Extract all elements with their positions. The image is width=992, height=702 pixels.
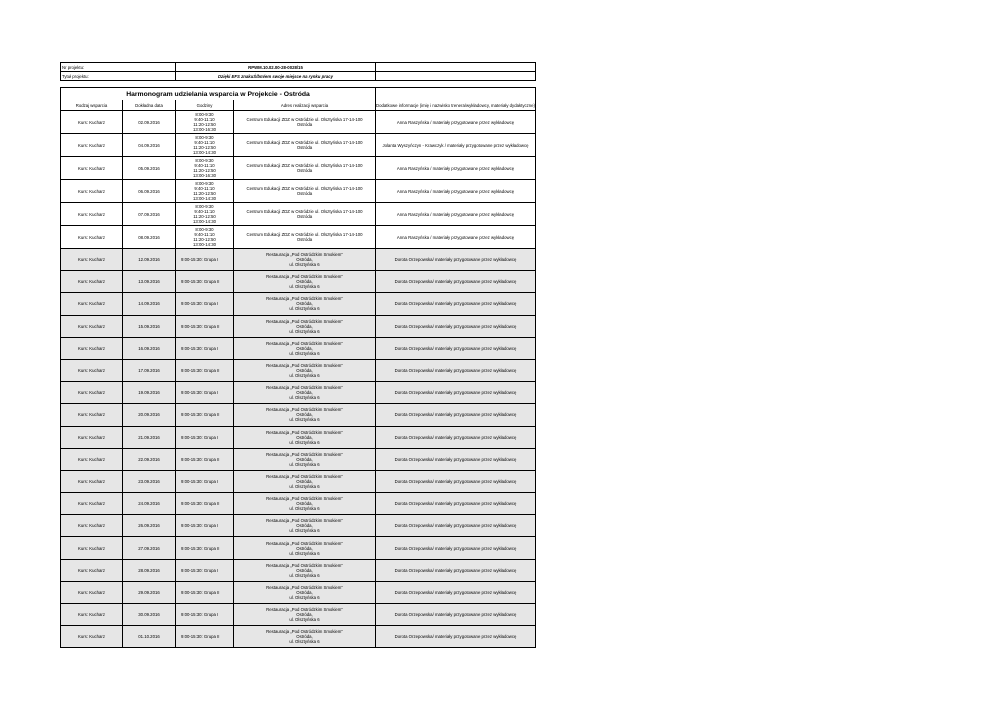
date-cell: 17.09.2016 [123, 359, 176, 381]
date-cell: 29.09.2016 [123, 581, 176, 603]
address-cell: Centrum Edukacji ZDZ w Ostródzie ul. Olsztyńska 17-14-100 Ostróda [234, 226, 376, 249]
support-type-cell: Kurs: Kucharz [61, 515, 123, 537]
address-cell: Restauracja „Pod Ostródzkim Smokiem” Ostróda, ul. Olsztyńska 6 [234, 581, 376, 603]
date-cell: 06.09.2016 [123, 180, 176, 203]
address-cell: Restauracja „Pod Ostródzkim Smokiem” Ostróda, ul. Olsztyńska 6 [234, 337, 376, 359]
additional-info-cell: Dorota Orzepowska/ materiały przygotowane przez wykładowcę [376, 249, 536, 271]
support-type-cell: Kurs: Kucharz [61, 315, 123, 337]
additional-info-header-top [376, 88, 536, 101]
schedule-title-row [61, 88, 536, 101]
date-cell: 24.09.2016 [123, 493, 176, 515]
table-row [61, 448, 536, 470]
table-row [61, 426, 536, 448]
project-number-row [61, 63, 536, 72]
table-row [61, 293, 536, 315]
additional-info-cell: Dorota Orzepowska/ materiały przygotowane przez wykładowcę [376, 559, 536, 581]
additional-info-cell: Dorota Orzepowska/ materiały przygotowane przez wykładowcę [376, 626, 536, 648]
support-type-cell: Kurs: Kucharz [61, 359, 123, 381]
date-cell: 13.09.2016 [123, 271, 176, 293]
support-type-cell: Kurs: Kucharz [61, 470, 123, 492]
table-row [61, 493, 536, 515]
date-cell: 27.09.2016 [123, 537, 176, 559]
table-row [61, 315, 536, 337]
date-cell: 05.09.2016 [123, 157, 176, 180]
date-cell: 30.09.2016 [123, 604, 176, 626]
support-type-cell: Kurs: Kucharz [61, 203, 123, 226]
additional-info-cell: Dorota Orzepowska/ materiały przygotowane przez wykładowcę [376, 337, 536, 359]
table-row [61, 604, 536, 626]
date-cell: 19.09.2016 [123, 382, 176, 404]
additional-info-cell: Anna Raszyńska / materiały przygotowane przez wykładowcę [376, 157, 536, 180]
address-cell: Centrum Edukacji ZDZ w Ostródzie ul. Olsztyńska 17-14-100 Ostróda [234, 157, 376, 180]
project-number-label: Nr projektu: [61, 63, 176, 72]
support-type-cell: Kurs: Kucharz [61, 134, 123, 157]
hours-cell: 9:00-15:30: Grupa I [176, 382, 234, 404]
hours-cell: 9:00-15:30: Grupa I [176, 470, 234, 492]
additional-info-cell: Dorota Orzepowska/ materiały przygotowane przez wykładowcę [376, 359, 536, 381]
column-header-type: Rodzaj wsparcia [61, 100, 123, 111]
date-cell: 26.09.2016 [123, 515, 176, 537]
schedule-title: Harmonogram udzielania wsparcia w Projekcie - Ostróda [61, 88, 376, 101]
hours-cell: 9:00-15:30: Grupa I [176, 604, 234, 626]
additional-info-cell: Jolanta Wyszyńczyn - Krawczyk / materiały przygotowane przez wykładowcę [376, 134, 536, 157]
date-cell: 16.09.2016 [123, 337, 176, 359]
address-cell: Restauracja „Pod Ostródzkim Smokiem” Ostróda, ul. Olsztyńska 6 [234, 315, 376, 337]
address-cell: Restauracja „Pod Ostródzkim Smokiem” Ostróda, ul. Olsztyńska 6 [234, 537, 376, 559]
date-cell: 22.09.2016 [123, 448, 176, 470]
address-cell: Restauracja „Pod Ostródzkim Smokiem” Ostróda, ul. Olsztyńska 6 [234, 559, 376, 581]
hours-cell: 9:00-15:30: Grupa I [176, 515, 234, 537]
additional-info-cell: Dorota Orzepowska/ materiały przygotowane przez wykładowcę [376, 315, 536, 337]
table-row [61, 157, 536, 180]
support-type-cell: Kurs: Kucharz [61, 493, 123, 515]
address-cell: Restauracja „Pod Ostródzkim Smokiem” Ostróda, ul. Olsztyńska 6 [234, 293, 376, 315]
support-type-cell: Kurs: Kucharz [61, 180, 123, 203]
column-header-additional-info: Dodatkowe informacje (imię i nazwisko trenera/wykładowcy, materiały dydaktyczne) [376, 100, 536, 111]
hours-cell: 9:00-15:30: Grupa II [176, 404, 234, 426]
support-type-cell: Kurs: Kucharz [61, 626, 123, 648]
address-cell: Restauracja „Pod Ostródzkim Smokiem” Ostróda, ul. Olsztyńska 6 [234, 515, 376, 537]
address-cell: Restauracja „Pod Ostródzkim Smokiem” Ostróda, ul. Olsztyńska 6 [234, 382, 376, 404]
project-title-row [61, 72, 536, 81]
hours-cell: 9:00-15:30: Grupa I [176, 559, 234, 581]
date-cell: 14.09.2016 [123, 293, 176, 315]
project-title-value: Dzięki EFS znakuŚ/bm/em swoje miejsce na rynku pracy [176, 72, 376, 81]
additional-info-cell: Anna Raszyńska / materiały przygotowane przez wykładowcę [376, 203, 536, 226]
date-cell: 15.09.2016 [123, 315, 176, 337]
hours-cell: 8:00-9:30 9:40-11:10 11:20-12:50 13:00-14:30 [176, 134, 234, 157]
table-row [61, 559, 536, 581]
table-row [61, 626, 536, 648]
table-row [61, 337, 536, 359]
support-type-cell: Kurs: Kucharz [61, 559, 123, 581]
address-cell: Restauracja „Pod Ostródzkim Smokiem” Ostróda, ul. Olsztyńska 6 [234, 359, 376, 381]
table-row [61, 134, 536, 157]
support-type-cell: Kurs: Kucharz [61, 337, 123, 359]
date-cell: 08.09.2016 [123, 226, 176, 249]
table-row [61, 249, 536, 271]
date-cell: 20.09.2016 [123, 404, 176, 426]
project-title-empty-cell [376, 72, 536, 81]
hours-cell: 9:00-15:30: Grupa II [176, 581, 234, 603]
support-type-cell: Kurs: Kucharz [61, 249, 123, 271]
date-cell: 01.10.2016 [123, 626, 176, 648]
additional-info-cell: Anna Raszyńska / materiały przygotowane przez wykładowcę [376, 111, 536, 134]
table-row [61, 515, 536, 537]
address-cell: Restauracja „Pod Ostródzkim Smokiem” Ostróda, ul. Olsztyńska 6 [234, 470, 376, 492]
table-row [61, 180, 536, 203]
support-type-cell: Kurs: Kucharz [61, 271, 123, 293]
additional-info-cell: Dorota Orzepowska/ materiały przygotowane przez wykładowcę [376, 382, 536, 404]
hours-cell: 9:00-15:30: Grupa II [176, 359, 234, 381]
support-type-cell: Kurs: Kucharz [61, 448, 123, 470]
support-type-cell: Kurs: Kucharz [61, 581, 123, 603]
table-row [61, 581, 536, 603]
table-row [61, 226, 536, 249]
support-type-cell: Kurs: Kucharz [61, 157, 123, 180]
additional-info-cell: Anna Raszyńska / materiały przygotowane przez wykładowcę [376, 180, 536, 203]
document-sheet [60, 62, 536, 648]
address-cell: Restauracja „Pod Ostródzkim Smokiem” Ostróda, ul. Olsztyńska 6 [234, 493, 376, 515]
additional-info-cell: Dorota Orzepowska/ materiały przygotowane przez wykładowcę [376, 293, 536, 315]
table-row [61, 382, 536, 404]
additional-info-cell: Dorota Orzepowska/ materiały przygotowane przez wykładowcę [376, 426, 536, 448]
additional-info-cell: Dorota Orzepowska/ materiały przygotowane przez wykładowcę [376, 581, 536, 603]
column-header-address: Adres realizacji wsparcia [234, 100, 376, 111]
additional-info-cell: Dorota Orzepowska/ materiały przygotowane przez wykładowcę [376, 537, 536, 559]
address-cell: Restauracja „Pod Ostródzkim Smokiem” Ostróda, ul. Olsztyńska 6 [234, 448, 376, 470]
hours-cell: 8:00-9:30 9:40-11:10 11:20-12:50 13:00-14:30 [176, 226, 234, 249]
additional-info-cell: Dorota Orzepowska/ materiały przygotowane przez wykładowcę [376, 493, 536, 515]
hours-cell: 8:00-9:30 9:40-11:10 11:20-12:50 13:00-16:30 [176, 157, 234, 180]
hours-cell: 9:00-15:30: Grupa II [176, 271, 234, 293]
additional-info-cell: Dorota Orzepowska/ materiały przygotowane przez wykładowcę [376, 448, 536, 470]
date-cell: 12.09.2016 [123, 249, 176, 271]
support-type-cell: Kurs: Kucharz [61, 382, 123, 404]
additional-info-cell: Dorota Orzepowska/ materiały przygotowane przez wykładowcę [376, 604, 536, 626]
additional-info-cell: Dorota Orzepowska/ materiały przygotowane przez wykładowcę [376, 404, 536, 426]
table-row [61, 271, 536, 293]
date-cell: 21.09.2016 [123, 426, 176, 448]
column-header-hours: Godziny [176, 100, 234, 111]
schedule-table [60, 87, 536, 648]
support-type-cell: Kurs: Kucharz [61, 604, 123, 626]
hours-cell: 9:00-15:30: Grupa II [176, 493, 234, 515]
hours-cell: 9:00-15:30: Grupa I [176, 293, 234, 315]
address-cell: Centrum Edukacji ZDZ w Ostródzie ul. Olsztyńska 17-14-100 Ostróda [234, 111, 376, 134]
additional-info-cell: Anna Raszyńska / materiały przygotowane przez wykładowcę [376, 226, 536, 249]
hours-cell: 9:00-15:30: Grupa II [176, 537, 234, 559]
project-info-table [60, 62, 536, 81]
hours-cell: 9:00-15:30: Grupa II [176, 448, 234, 470]
table-row [61, 537, 536, 559]
hours-cell: 9:00-15:30: Grupa I [176, 426, 234, 448]
column-header-row [61, 100, 536, 111]
hours-cell: 9:00-15:30: Grupa I [176, 249, 234, 271]
column-header-date: Dokładna data [123, 100, 176, 111]
address-cell: Centrum Edukacji ZDZ w Ostródzie ul. Olsztyńska 17-14-100 Ostróda [234, 180, 376, 203]
address-cell: Centrum Edukacji ZDZ w Ostródzie ul. Olsztyńska 17-14-100 Ostróda [234, 203, 376, 226]
date-cell: 23.09.2016 [123, 470, 176, 492]
date-cell: 02.09.2016 [123, 111, 176, 134]
hours-cell: 9:00-15:30: Grupa I [176, 337, 234, 359]
hours-cell: 9:00-15:30: Grupa II [176, 315, 234, 337]
address-cell: Restauracja „Pod Ostródzkim Smokiem” Ostróda, ul. Olsztyńska 6 [234, 404, 376, 426]
address-cell: Restauracja „Pod Ostródzkim Smokiem” Ostróda, ul. Olsztyńska 6 [234, 271, 376, 293]
project-number-value: RPWM.10.02.00-28-0028/15 [176, 63, 376, 72]
address-cell: Restauracja „Pod Ostródzkim Smokiem” Ostróda, ul. Olsztyńska 6 [234, 249, 376, 271]
table-row [61, 470, 536, 492]
project-title-label: Tytuł projektu: [61, 72, 176, 81]
address-cell: Centrum Edukacji ZDZ w Ostródzie ul. Olsztyńska 17-14-100 Ostróda [234, 134, 376, 157]
additional-info-cell: Dorota Orzepowska/ materiały przygotowane przez wykładowcę [376, 271, 536, 293]
support-type-cell: Kurs: Kucharz [61, 537, 123, 559]
support-type-cell: Kurs: Kucharz [61, 426, 123, 448]
hours-cell: 9:00-15:30: Grupa II [176, 626, 234, 648]
project-number-empty-cell [376, 63, 536, 72]
table-row [61, 111, 536, 134]
support-type-cell: Kurs: Kucharz [61, 293, 123, 315]
table-row [61, 203, 536, 226]
support-type-cell: Kurs: Kucharz [61, 226, 123, 249]
date-cell: 28.09.2016 [123, 559, 176, 581]
support-type-cell: Kurs: Kucharz [61, 111, 123, 134]
hours-cell: 8:00-9:30 9:40-11:10 11:20-12:50 13:00-14:30 [176, 203, 234, 226]
address-cell: Restauracja „Pod Ostródzkim Smokiem” Ostróda, ul. Olsztyńska 6 [234, 604, 376, 626]
date-cell: 04.09.2016 [123, 134, 176, 157]
address-cell: Restauracja „Pod Ostródzkim Smokiem” Ostróda, ul. Olsztyńska 6 [234, 426, 376, 448]
hours-cell: 8:00-9:30 9:40-11:10 11:20-12:50 13:00-14:30 [176, 180, 234, 203]
hours-cell: 8:00-9:30 9:40-11:10 11:20-12:50 13:00-16:30 [176, 111, 234, 134]
table-row [61, 404, 536, 426]
table-row [61, 359, 536, 381]
date-cell: 07.09.2016 [123, 203, 176, 226]
support-type-cell: Kurs: Kucharz [61, 404, 123, 426]
additional-info-cell: Dorota Orzepowska/ materiały przygotowane przez wykładowcę [376, 470, 536, 492]
additional-info-cell: Dorota Orzepowska/ materiały przygotowane przez wykładowcę [376, 515, 536, 537]
address-cell: Restauracja „Pod Ostródzkim Smokiem” Ostróda, ul. Olsztyńska 6 [234, 626, 376, 648]
